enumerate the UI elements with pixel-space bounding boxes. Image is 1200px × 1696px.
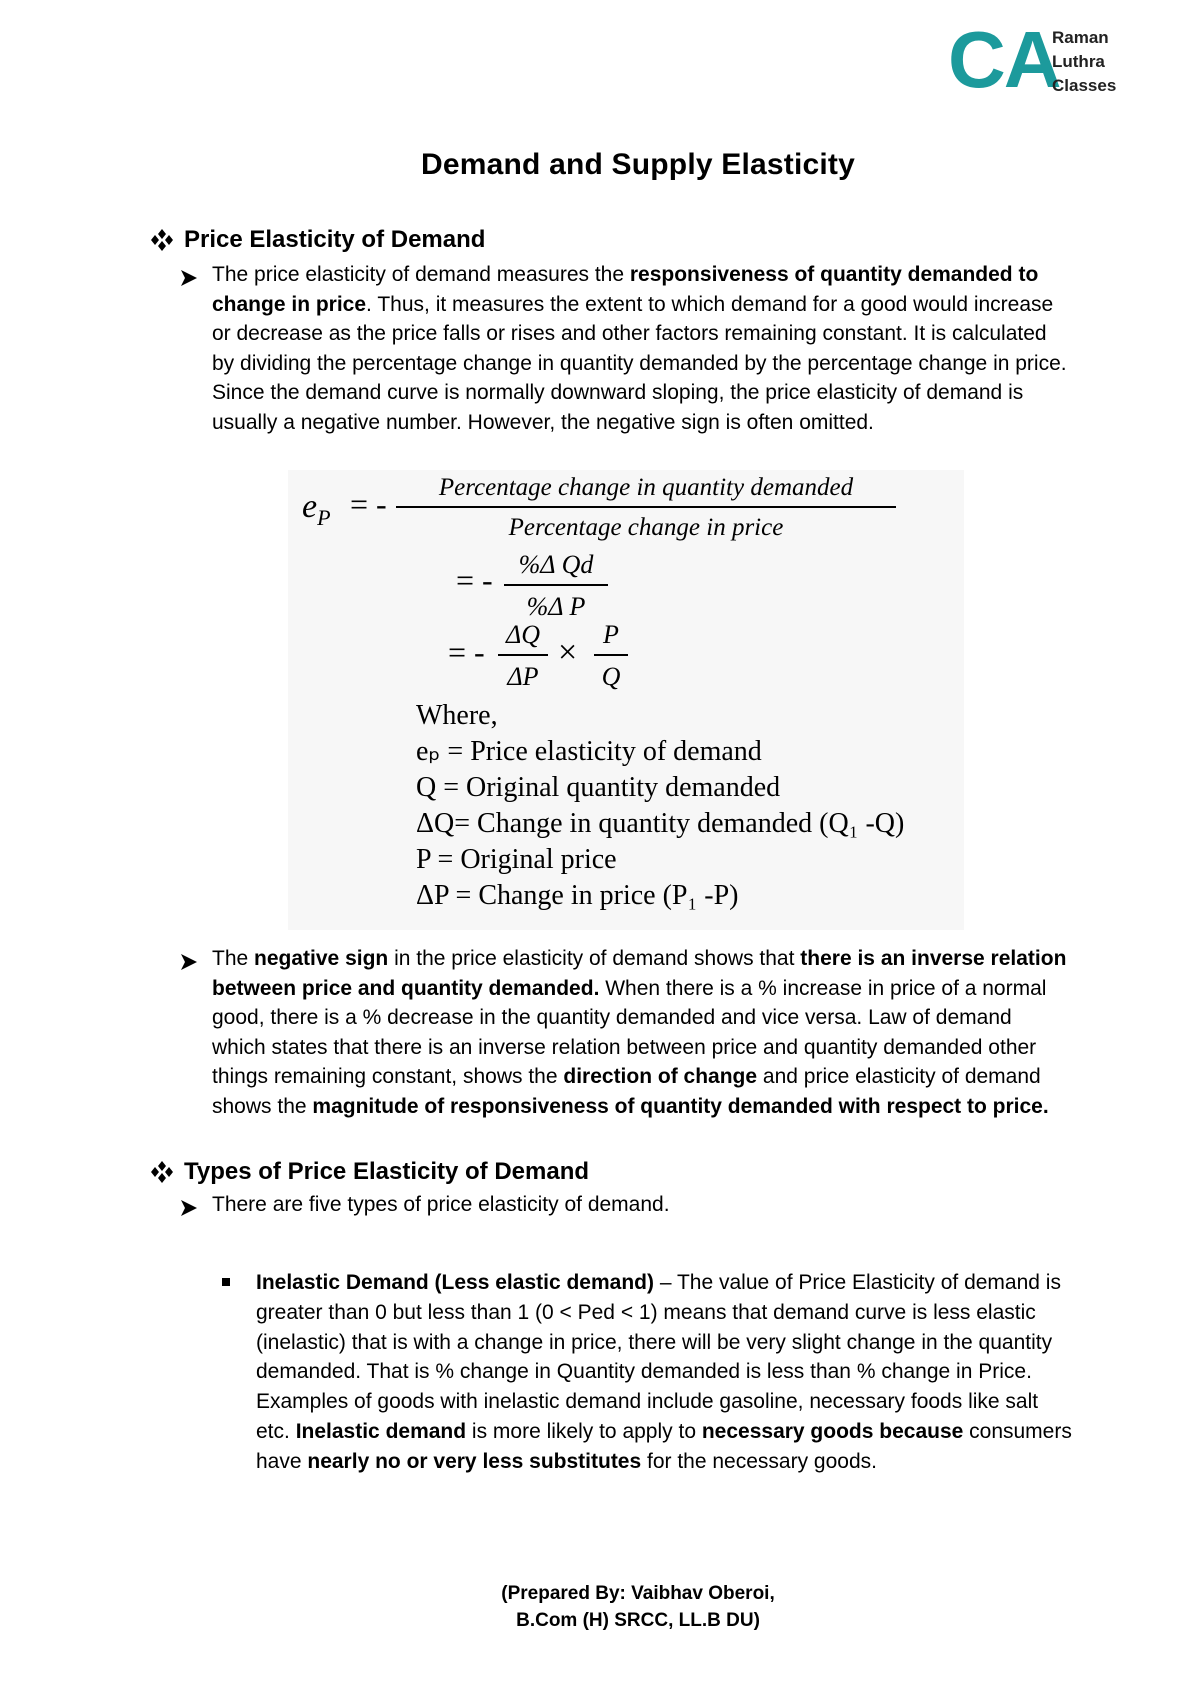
list-item bbox=[180, 944, 1070, 1121]
arrowhead-bullet-icon bbox=[180, 950, 198, 968]
section-heading-text: Price Elasticity of Demand bbox=[184, 226, 486, 253]
multiply-sign: × bbox=[558, 634, 578, 671]
logo-line-2: Luthra bbox=[1052, 52, 1105, 71]
bold-text-run: direction of change bbox=[563, 1065, 758, 1088]
elasticity-formula bbox=[288, 470, 964, 930]
definition-line: Q = Original quantity demanded bbox=[416, 772, 781, 803]
text-run: The price elasticity of demand measures the bbox=[212, 263, 630, 286]
paragraph-text bbox=[212, 944, 1070, 1121]
bold-text-run: necessary goods because bbox=[701, 1419, 964, 1443]
text-run: consumers have bbox=[256, 1419, 1072, 1473]
section-heading-price-elasticity bbox=[148, 226, 485, 254]
formula-equals-minus: = - bbox=[350, 486, 387, 522]
fraction-denominator: Q bbox=[601, 662, 621, 691]
section-heading-types bbox=[148, 1158, 589, 1186]
formula-definitions bbox=[416, 698, 904, 914]
bold-text-run: Inelastic Demand (Less elastic demand) bbox=[256, 1271, 654, 1294]
paragraph-text bbox=[212, 260, 1070, 437]
fraction-denominator: %Δ P bbox=[526, 592, 586, 621]
bold-text-run: there is an inverse relation between price and quantity demanded. bbox=[212, 947, 1067, 1000]
formula-equals-minus: = - bbox=[456, 562, 493, 598]
fraction-denominator: ΔP bbox=[507, 662, 539, 691]
paragraph-text: There are five types of price elasticity of demand. bbox=[212, 1193, 670, 1216]
list-item-inelastic-demand bbox=[222, 1268, 1074, 1477]
four-diamond-bullet-icon bbox=[148, 1160, 176, 1184]
formula-equals-minus: = - bbox=[448, 634, 485, 670]
fraction-p-over-q bbox=[594, 620, 628, 692]
paragraph-text bbox=[256, 1268, 1074, 1477]
fraction-delta-q-over-delta-p bbox=[498, 620, 548, 692]
section-heading-text: Types of Price Elasticity of Demand bbox=[184, 1158, 590, 1185]
text-run: in the price elasticity of demand shows that bbox=[388, 947, 801, 970]
text-run: . Thus, it measures the extent to which demand for a good would increase or decrease as the price falls or rises and other factors remaining constant. It is calculated by dividing the percentage change in quantity demanded by the percentage change in price. Since the demand curve is normally downward sloping, the price elasticity of demand is usually a negative number. However, the negative sign is often omitted. bbox=[212, 292, 1067, 434]
definition-line: P = Original price bbox=[416, 844, 617, 875]
fraction-numerator: P bbox=[594, 620, 628, 656]
list-item bbox=[180, 1190, 1070, 1220]
arrowhead-bullet-icon bbox=[180, 1196, 198, 1214]
definition-line: eₚ = Price elasticity of demand bbox=[416, 736, 762, 767]
logo-text bbox=[1052, 26, 1116, 98]
logo-mark: CA bbox=[948, 15, 1060, 104]
text-run: is more likely to apply to bbox=[466, 1419, 702, 1443]
text-run: The bbox=[212, 947, 255, 970]
fraction-numerator: Percentage change in quantity demanded bbox=[396, 474, 896, 508]
four-diamond-bullet-icon bbox=[148, 228, 176, 252]
where-label: Where, bbox=[416, 700, 498, 731]
text-run: and price elasticity of demand shows the bbox=[212, 1065, 1041, 1118]
list-item bbox=[180, 260, 1070, 437]
text-run: for the necessary goods. bbox=[641, 1449, 877, 1473]
bold-text-run: Inelastic demand bbox=[295, 1419, 467, 1443]
definition-line: ΔP = Change in price (P₁ -P) bbox=[416, 880, 739, 911]
bold-text-run: negative sign bbox=[254, 947, 389, 970]
fraction-numerator: ΔQ bbox=[498, 620, 548, 656]
arrowhead-bullet-icon bbox=[180, 266, 198, 284]
logo-line-1: Raman bbox=[1052, 28, 1109, 47]
bold-text-run: responsiveness of quantity demanded to change in price bbox=[212, 263, 1039, 316]
bold-text-run: magnitude of responsiveness of quantity demanded with respect to price. bbox=[312, 1094, 1049, 1118]
footer-line-1: (Prepared By: Vaibhav Oberoi, bbox=[501, 1583, 775, 1604]
formula-symbol: e bbox=[302, 488, 318, 525]
formula-lhs bbox=[302, 488, 331, 531]
logo-line-3: Classes bbox=[1052, 76, 1117, 95]
square-bullet-icon bbox=[222, 1278, 230, 1286]
fraction-denominator: Percentage change in price bbox=[508, 514, 784, 541]
page-title: Demand and Supply Elasticity bbox=[420, 148, 856, 181]
text-run: – The value of Price Elasticity of demand is greater than 0 but less than 1 (0 < Ped < 1) means that demand curve is less elastic (inelastic) that is with a change in price, there will be very slight change in the quantity demanded. That is % change in Quantity demanded is less than % change in Price. Examples of goods with inelastic demand include gasoline, necessary foods like salt etc. bbox=[256, 1271, 1061, 1443]
fraction-numerator: %Δ Qd bbox=[504, 550, 608, 586]
formula-subscript: P bbox=[317, 504, 331, 530]
fraction-pct-delta bbox=[504, 550, 608, 622]
footer-credit bbox=[0, 1580, 1200, 1634]
fraction-percentage bbox=[396, 474, 896, 542]
brand-logo bbox=[948, 15, 1138, 104]
bold-text-run: nearly no or very less substitutes bbox=[307, 1449, 642, 1473]
footer-line-2: B.Com (H) SRCC, LL.B DU) bbox=[516, 1610, 760, 1631]
definition-line: ΔQ= Change in quantity demanded (Q₁ -Q) bbox=[416, 808, 905, 839]
text-run: When there is a % increase in price of a normal good, there is a % decrease in the quantity demanded and vice versa. Law of demand which states that there is an inverse relation between price and quantity demanded other things remaining constant, shows the bbox=[212, 976, 1047, 1088]
